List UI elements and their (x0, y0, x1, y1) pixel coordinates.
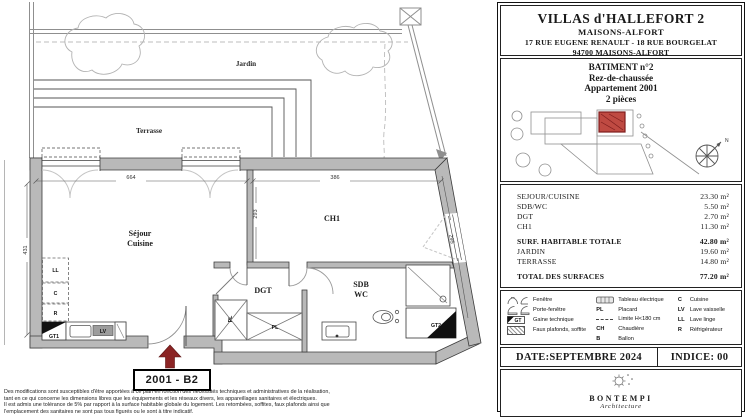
table-row (517, 212, 729, 222)
row-value: 5.50 m² (704, 202, 729, 211)
window-icon (507, 296, 533, 305)
address-line-1: 17 RUE EUGENE RENAULT - 18 RUE BOURGELAT (524, 38, 718, 47)
legend (500, 290, 742, 345)
legend-item (678, 315, 738, 325)
gaine-technique-icon (507, 316, 533, 324)
legend-item (596, 334, 678, 344)
legend-item (596, 315, 678, 325)
batiment: BATIMENT n°2 (588, 62, 654, 72)
row-label: DGT (517, 212, 534, 221)
label-c: C (53, 291, 58, 297)
appartement: Appartement 2001 (584, 83, 658, 93)
table-row-total (517, 272, 729, 282)
entrance-door (148, 306, 186, 346)
terrace-window-1 (42, 148, 100, 198)
pl-abbrev: PL (596, 306, 604, 313)
key-plan (501, 104, 743, 180)
legend-label: Chaudière (618, 326, 645, 333)
disclaimer-line-4: l'emplacement des sanitaires ne sont pas tous figurés ou le sont à titre indicatif. (4, 408, 194, 415)
row-label: JARDIN (517, 247, 546, 256)
row-value: 42.80 m² (699, 237, 729, 246)
row-label: SEJOUR/CUISINE (517, 192, 580, 201)
table-row (517, 257, 729, 267)
label-dgt: DGT (254, 286, 272, 295)
kitchen-counter (66, 322, 126, 340)
c-abbrev: C (677, 297, 682, 303)
legend-label: Placard (618, 306, 638, 313)
row-value: 77.20 m² (699, 272, 729, 281)
row-value: 11.30 m² (700, 222, 729, 231)
row-label: TERRASSE (517, 257, 557, 266)
architect-name: BONTEMPI (589, 394, 653, 403)
label-sejour: Séjour (128, 229, 152, 238)
table-row (517, 222, 729, 232)
compass-north-label: N (725, 138, 729, 144)
row-value: 14.80 m² (700, 257, 729, 266)
project-header (500, 5, 742, 56)
legend-label: Tableau électrique (618, 296, 664, 303)
disclaimer (4, 389, 434, 415)
disclaimer-line-1: Des modifications sont susceptibles d'être apportées à ce plan en fonction des nécessités techniques et administratives de la réalisation, (4, 389, 330, 395)
label-pl-2: PL (271, 325, 279, 331)
legend-item (507, 315, 596, 325)
indice-value: INDICE: 00 (670, 351, 729, 363)
legend-label: Fenêtre (533, 297, 553, 303)
garden-dashed-lines (36, 42, 408, 158)
entrance-arrow (159, 345, 181, 368)
terrace-steps (34, 80, 311, 157)
pieces: 2 pièces (605, 93, 637, 104)
french-door-icon (507, 305, 533, 315)
interior-doors (216, 268, 333, 294)
legend-item (596, 324, 678, 334)
label-ll: LL (52, 268, 59, 274)
label-wc: WC (354, 290, 368, 299)
date-value: DATE:SEPTEMBRE 2024 (501, 348, 658, 366)
dim-left-height: 431 (23, 245, 29, 255)
label-terrasse: Terrasse (135, 127, 163, 135)
key-plan-highlight (599, 112, 625, 132)
compass-icon (696, 142, 721, 167)
legend-label: Ballon (618, 336, 634, 343)
garden-fence (5, 2, 448, 345)
title-block (497, 2, 745, 412)
project-title: VILLAS d'HALLEFORT 2 (537, 11, 705, 26)
project-city: MAISONS-ALFORT (578, 27, 664, 37)
legend-label: Limite H<180 cm (618, 316, 661, 323)
r-abbrev: R (677, 327, 682, 333)
label-pl-1: PL (228, 315, 234, 323)
legend-item (596, 305, 678, 315)
niveau: Rez-de-chaussée (588, 72, 654, 83)
legend-item (678, 325, 738, 335)
legend-label: Cuisine (689, 297, 709, 303)
gt-abbrev: GT (514, 318, 522, 324)
row-label: SURF. HABITABLE TOTALE (517, 237, 622, 246)
date-row (500, 347, 742, 367)
ll-abbrev: LL (677, 317, 685, 323)
label-ch1: CH1 (324, 214, 340, 223)
legend-label: Porte-fenêtre (533, 307, 566, 313)
dim-ch1-height: 293 (253, 209, 259, 219)
terrace-window-2 (182, 148, 240, 198)
unit-tag: 2001 - B2 (133, 369, 211, 391)
label-r: R (53, 311, 58, 317)
dim-sejour-width: 664 (126, 175, 136, 181)
legend-item (678, 295, 738, 305)
table-row (517, 192, 729, 202)
legend-label: Lave vaisselle (689, 307, 725, 313)
table-row (517, 202, 729, 212)
ch-abbrev: CH (596, 326, 605, 333)
legend-item (507, 305, 596, 315)
row-label: SDB/WC (517, 202, 548, 211)
legend-label: Gaine technique (533, 317, 574, 323)
row-value: 2.70 m² (704, 212, 729, 221)
label-cuisine: Cuisine (127, 239, 153, 248)
electrical-panel-icon (596, 296, 618, 304)
table-row-subtotal (517, 237, 729, 247)
soffit-hatch-icon (507, 326, 533, 335)
garden-trees (65, 13, 392, 75)
sun-logo-icon (607, 372, 635, 388)
legend-label: Réfrigérateur (689, 327, 723, 333)
label-sdb: SDB (353, 280, 369, 289)
dim-right-height: 295 (447, 234, 455, 245)
surfaces-table (500, 184, 742, 288)
dim-ch1-width: 386 (330, 175, 340, 181)
lv-abbrev: LV (677, 307, 685, 313)
label-gt2: GT2 (430, 323, 442, 329)
row-label: CH1 (517, 222, 532, 231)
legend-item (678, 305, 738, 315)
legend-item (596, 295, 678, 305)
b-abbrev: B (596, 336, 601, 343)
architect-logo-box (500, 369, 742, 417)
legend-label: Faux plafonds, soffite (533, 327, 587, 333)
address-line-2: 94700 MAISONS-ALFORT (572, 48, 670, 57)
row-value: 23.30 m² (700, 192, 729, 201)
row-label: TOTAL DES SURFACES (517, 272, 605, 281)
legend-label: Lave linge (689, 317, 716, 323)
label-gt1: GT1 (48, 334, 60, 340)
row-value: 19.60 m² (700, 247, 729, 256)
disclaimer-line-2: tant en ce qui concerne les dimensions libres que les équipements et les réseaux divers, les appareillages sanitaires et électriques. (4, 395, 317, 402)
architect-tagline: Architecture (600, 403, 642, 410)
disclaimer-line-3: Il est admis une tolérance de 5% par rapport à la surface habitable globale du logement. Les retombées, soffites, faux plafonds ainsi que (4, 402, 330, 409)
label-lv: LV (99, 329, 107, 335)
building-info (500, 58, 742, 182)
legend-item (507, 295, 596, 305)
legend-item (507, 325, 596, 335)
table-row (517, 247, 729, 257)
height-limit-icon (596, 319, 618, 320)
label-jardin: Jardin (235, 60, 257, 68)
